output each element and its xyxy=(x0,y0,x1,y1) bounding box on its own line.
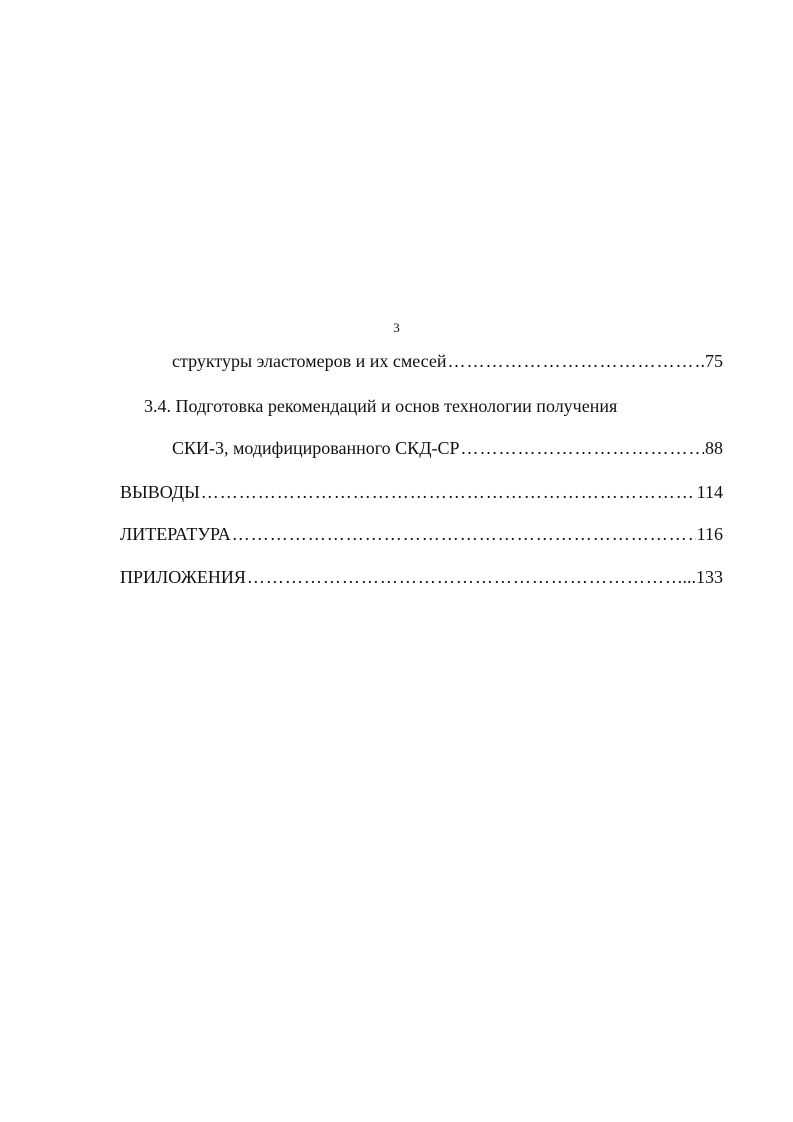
toc-entry-conclusions xyxy=(120,481,723,503)
dot-leader xyxy=(460,437,704,459)
dot-leader xyxy=(232,523,696,545)
dot-leader xyxy=(247,566,682,588)
toc-entry-appendices xyxy=(120,566,723,588)
toc-entry-page: 116 xyxy=(696,524,723,544)
toc-entry-page: ...133 xyxy=(682,567,723,587)
toc-entry-page: 88 xyxy=(705,438,723,458)
toc-entry-title: ЛИТЕРАТУРА xyxy=(120,524,231,544)
dot-leader xyxy=(448,350,700,372)
toc-entry-literature xyxy=(120,523,723,545)
toc-entry-elastomer-structure xyxy=(172,350,723,372)
toc-entry-title: структуры эластомеров и их смесей xyxy=(172,351,447,371)
toc-entry-title: ВЫВОДЫ xyxy=(120,482,200,502)
toc-entry-ski3-modified xyxy=(172,437,723,459)
toc-entry-page: .75 xyxy=(700,351,723,371)
toc-entry-title: ПРИЛОЖЕНИЯ xyxy=(120,567,246,587)
toc-entry-section-3-4: 3.4. Подготовка рекомендаций и основ технологии получения xyxy=(144,396,618,416)
page-number: 3 xyxy=(393,320,400,335)
dot-leader xyxy=(201,481,696,503)
toc-entry-title: СКИ-3, модифицированного СКД-СР xyxy=(172,438,460,458)
toc-entry-page: 114 xyxy=(696,482,723,502)
